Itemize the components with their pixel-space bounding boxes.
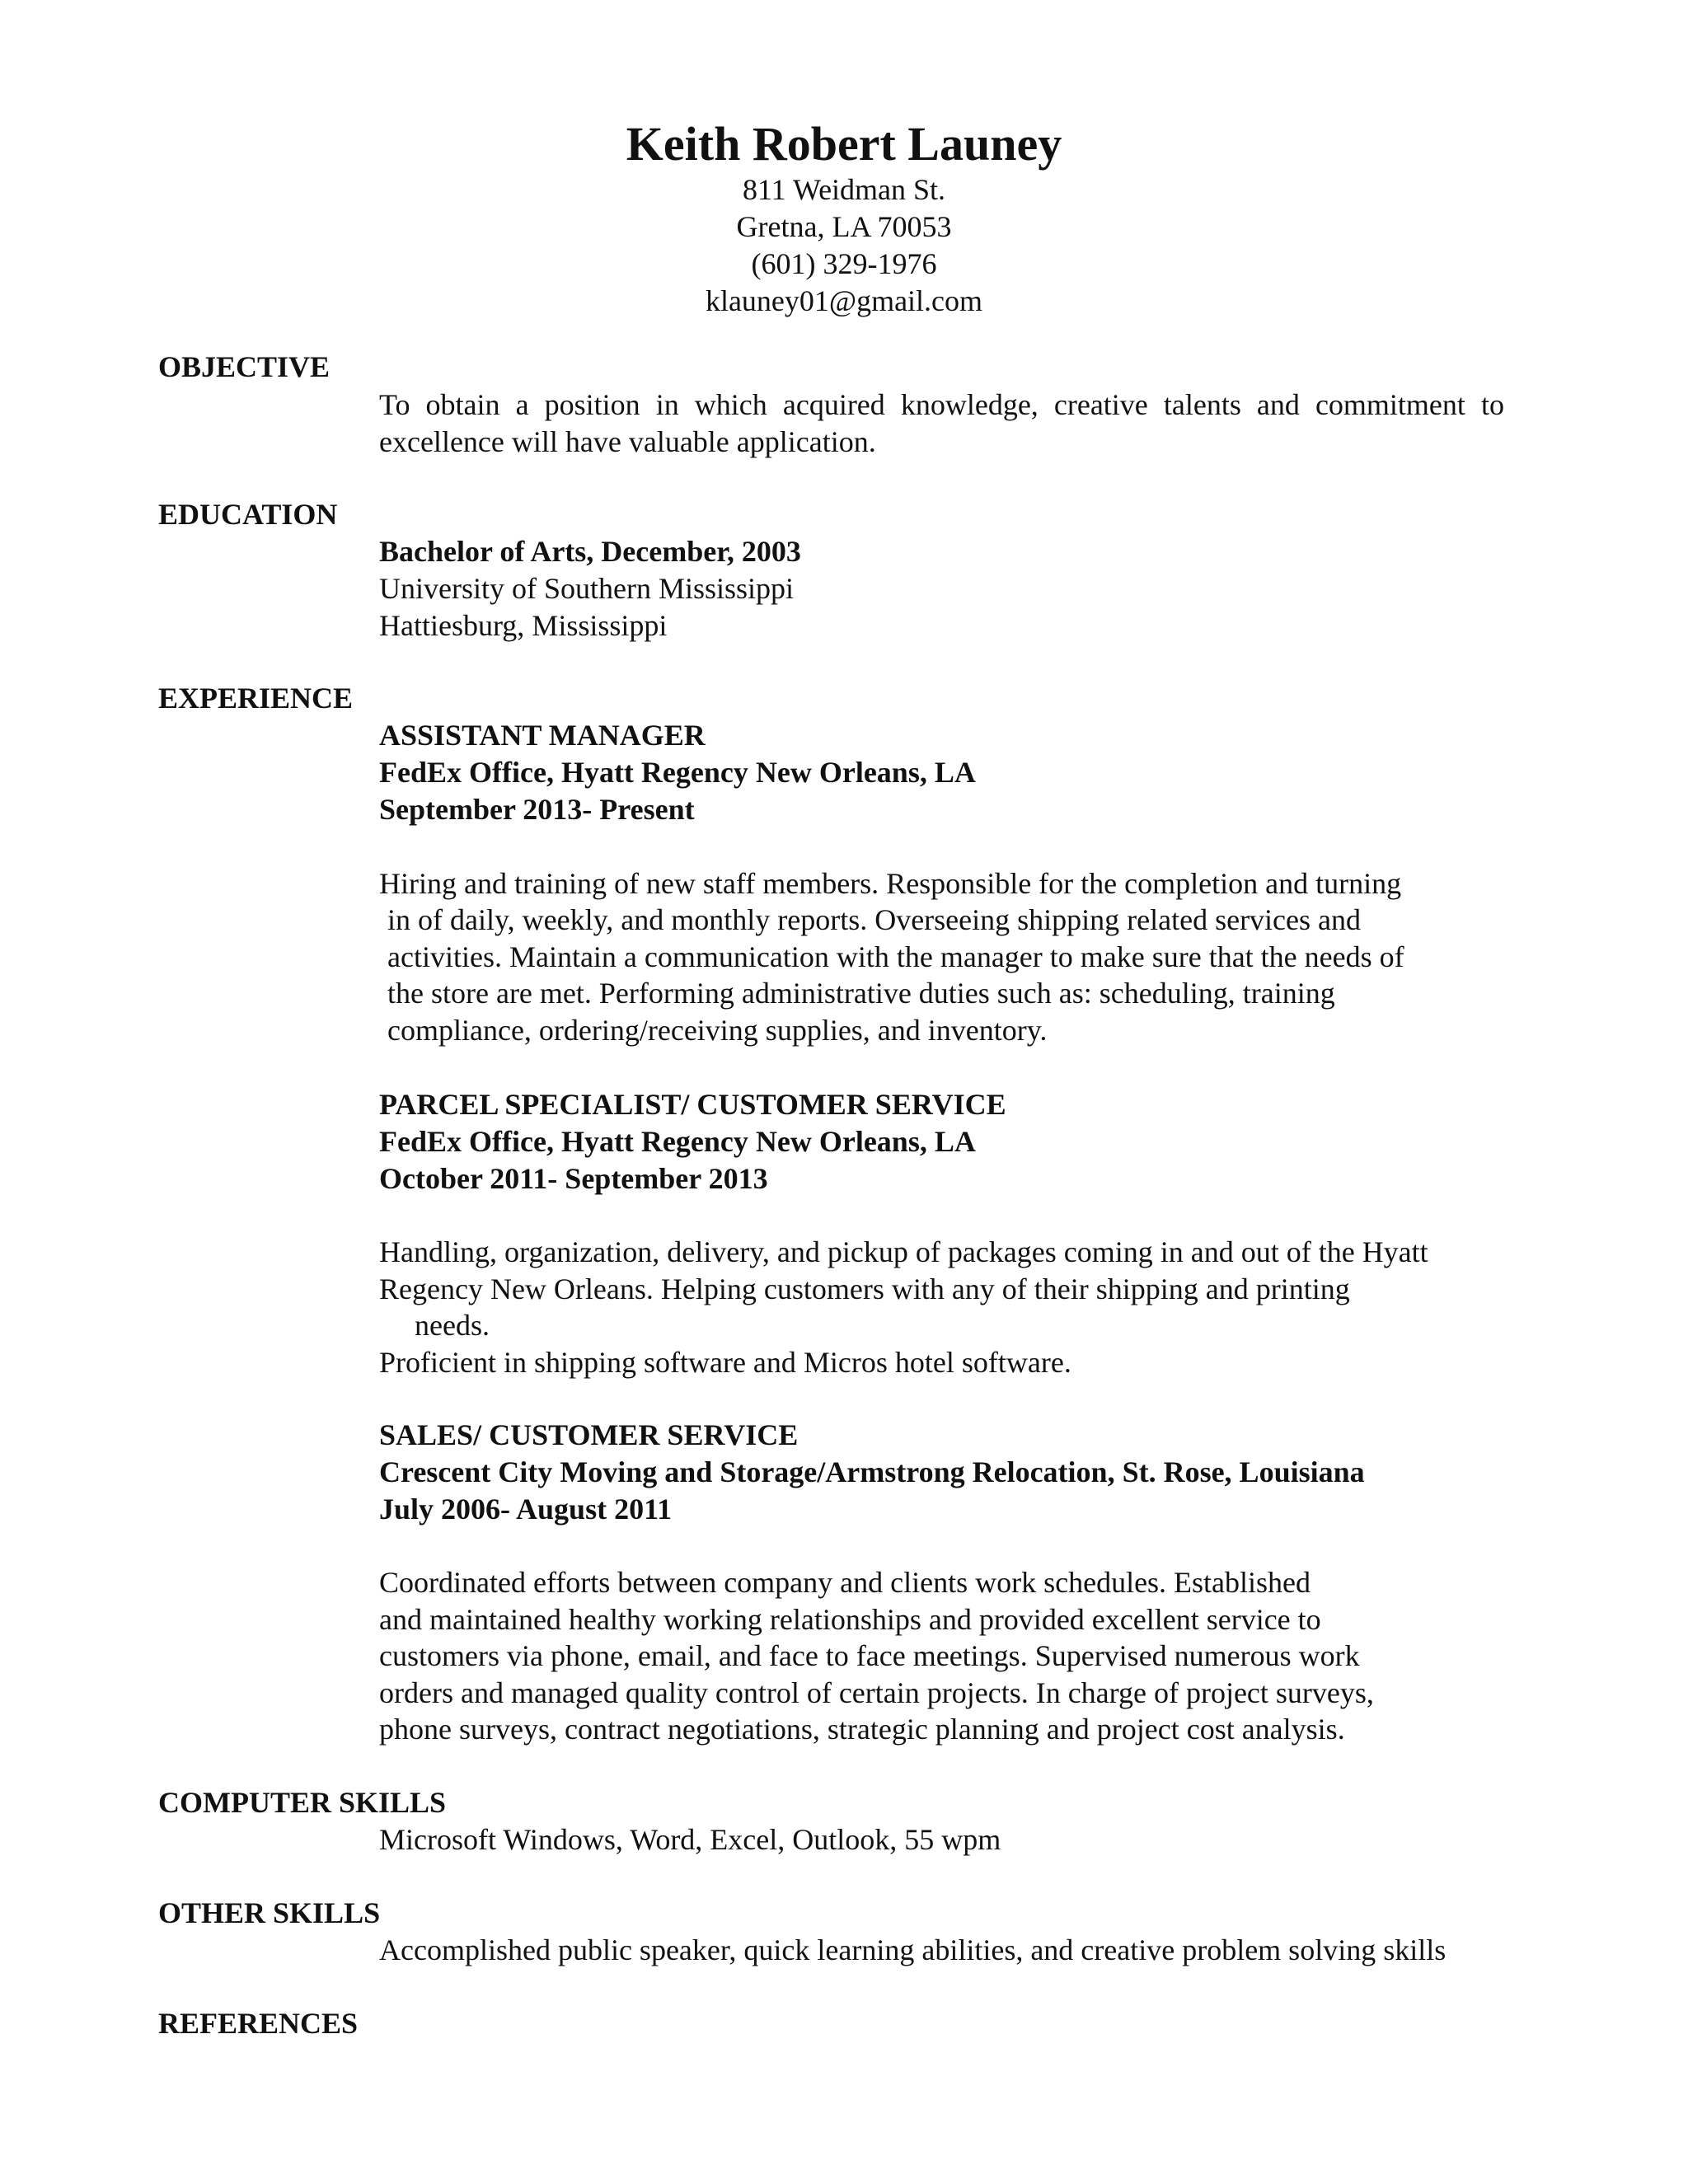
computer-skills-heading: COMPUTER SKILLS xyxy=(158,1786,447,1819)
job-title: SALES/ CUSTOMER SERVICE xyxy=(379,1418,799,1451)
job-description-line: and maintained healthy working relationships and provided excellent service to xyxy=(379,1603,1321,1636)
experience-heading: EXPERIENCE xyxy=(158,682,354,715)
job-title: ASSISTANT MANAGER xyxy=(379,719,706,752)
objective-line: To obtain a position in which acquired knowledge, creative talents and commitment to xyxy=(379,388,1504,421)
job-dates: September 2013- Present xyxy=(379,793,695,826)
job-title: PARCEL SPECIALIST/ CUSTOMER SERVICE xyxy=(379,1088,1006,1121)
applicant-name: Keith Robert Launey xyxy=(626,117,1062,171)
job-company: FedEx Office, Hyatt Regency New Orleans, LA xyxy=(379,1125,976,1158)
job-description-line: customers via phone, email, and face to face meetings. Supervised numerous work xyxy=(379,1639,1360,1672)
references-heading: REFERENCES xyxy=(158,2007,359,2040)
education-location: Hattiesburg, Mississippi xyxy=(379,609,668,642)
job-description-line: needs. xyxy=(415,1309,490,1342)
job-description-line: activities. Maintain a communication with the manager to make sure that the needs of xyxy=(387,940,1404,973)
education-school: University of Southern Mississippi xyxy=(379,572,795,605)
job-description-line: phone surveys, contract negotiations, strategic planning and project cost analysis. xyxy=(379,1713,1345,1746)
job-description-line: orders and managed quality control of certain projects. In charge of project surveys, xyxy=(379,1676,1374,1709)
job-description-line: Regency New Orleans. Helping customers with any of their shipping and printing xyxy=(379,1272,1350,1305)
job-description-line: Proficient in shipping software and Micros hotel software. xyxy=(379,1346,1071,1379)
phone-number: (601) 329-1976 xyxy=(751,247,937,280)
job-description-line: in of daily, weekly, and monthly reports. Overseeing shipping related services and xyxy=(387,903,1362,936)
education-heading: EDUCATION xyxy=(158,498,338,531)
job-dates: October 2011- September 2013 xyxy=(379,1162,768,1195)
job-description-line: Handling, organization, delivery, and pickup of packages coming in and out of the Hyatt xyxy=(379,1235,1428,1268)
job-description-line: compliance, ordering/receiving supplies, and inventory. xyxy=(387,1014,1048,1047)
address-street: 811 Weidman St. xyxy=(742,173,946,206)
objective-heading: OBJECTIVE xyxy=(158,350,331,383)
job-dates: July 2006- August 2011 xyxy=(379,1493,673,1526)
education-degree: Bachelor of Arts, December, 2003 xyxy=(379,535,801,568)
job-description-line: Coordinated efforts between company and clients work schedules. Established xyxy=(379,1566,1311,1599)
job-description-line: Hiring and training of new staff members. Responsible for the completion and turning xyxy=(379,867,1402,900)
job-company: Crescent City Moving and Storage/Armstrong Relocation, St. Rose, Louisiana xyxy=(379,1455,1365,1488)
other-skills-text: Accomplished public speaker, quick learning abilities, and creative problem solving skills xyxy=(379,1933,1447,1966)
other-skills-heading: OTHER SKILLS xyxy=(158,1896,381,1929)
job-company: FedEx Office, Hyatt Regency New Orleans, LA xyxy=(379,756,976,789)
email-address: klauney01@gmail.com xyxy=(705,284,983,317)
job-description-line: the store are met. Performing administrative duties such as: scheduling, training xyxy=(387,977,1335,1010)
address-city: Gretna, LA 70053 xyxy=(736,210,952,243)
objective-line: excellence will have valuable application. xyxy=(379,425,876,458)
computer-skills-text: Microsoft Windows, Word, Excel, Outlook, 55 wpm xyxy=(379,1823,1001,1856)
